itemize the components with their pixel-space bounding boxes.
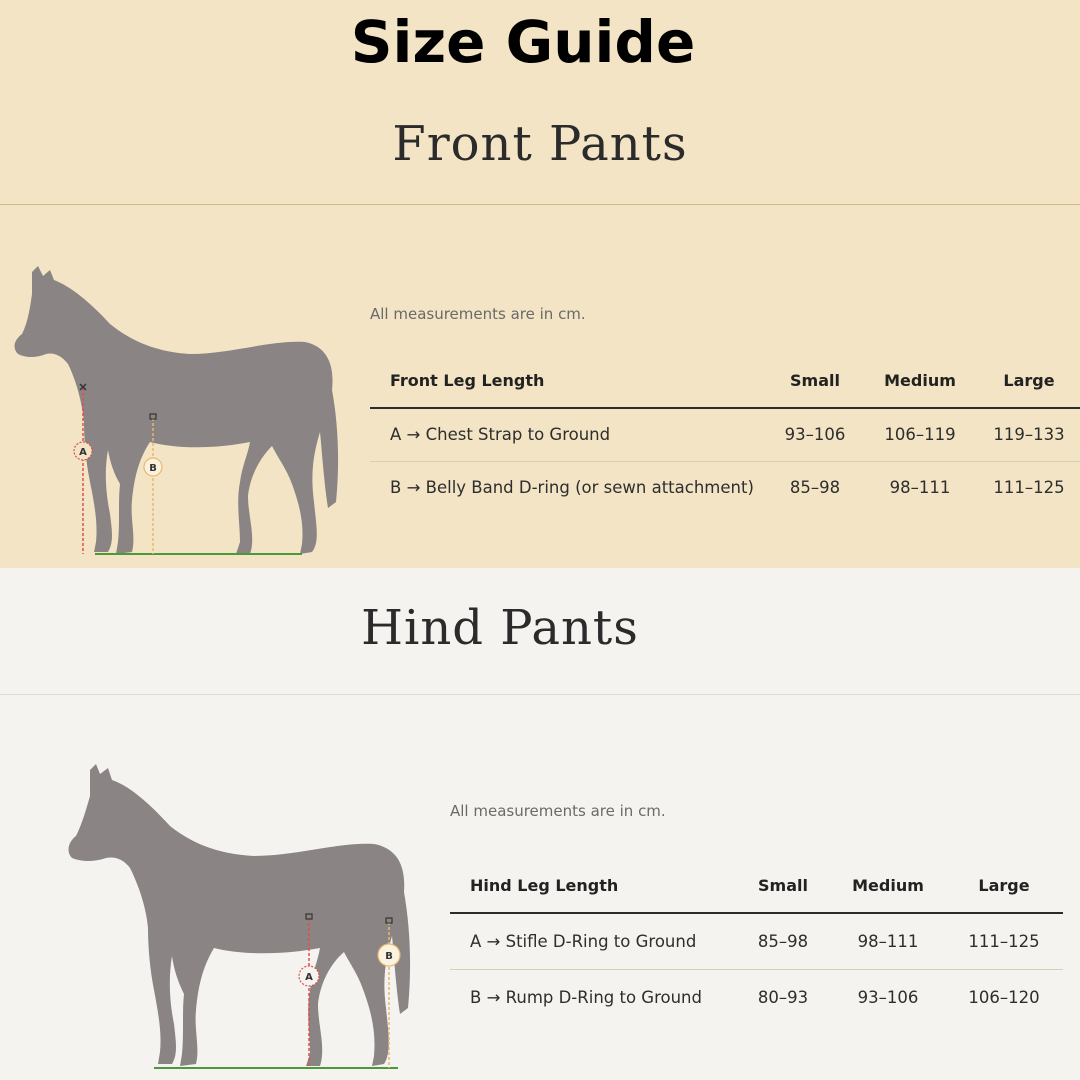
- size-medium-cell: 106–119: [884, 425, 956, 445]
- size-large-cell: 111–125: [968, 931, 1040, 951]
- hind-measurement-note: All measurements are in cm.: [450, 802, 666, 820]
- column-header: Medium: [884, 371, 956, 390]
- page-title: Size Guide: [350, 8, 696, 76]
- column-header: Large: [978, 875, 1030, 895]
- hind-size-table: [450, 858, 1063, 1025]
- horse-silhouette: [15, 266, 339, 554]
- column-header: Front Leg Length: [390, 371, 545, 390]
- table-row: [370, 461, 1080, 514]
- measure-a-label: A: [79, 447, 87, 458]
- row-label: B → Belly Band D-ring (or sewn attachment): [390, 478, 754, 498]
- front-measurement-note: All measurements are in cm.: [370, 305, 586, 323]
- size-medium-cell: 93–106: [857, 987, 919, 1007]
- front-size-table: [370, 354, 1080, 514]
- column-header: Large: [1003, 371, 1055, 390]
- table-header-row: [370, 354, 1080, 408]
- hind-divider: [0, 694, 1080, 695]
- size-medium-cell: 98–111: [857, 931, 919, 951]
- front-horse-diagram: [10, 262, 345, 562]
- row-label: B → Rump D-Ring to Ground: [470, 987, 702, 1007]
- hind-section: [0, 568, 1080, 1080]
- measure-b-label: B: [385, 951, 393, 962]
- size-small-cell: 80–93: [757, 987, 809, 1007]
- measure-b-label: B: [149, 463, 157, 474]
- size-large-cell: 119–133: [993, 425, 1065, 445]
- measure-a-label: A: [305, 972, 313, 983]
- front-divider: [0, 204, 1080, 205]
- table-row: [450, 913, 1063, 969]
- column-header: Hind Leg Length: [470, 875, 619, 895]
- table-header-row: [450, 858, 1063, 913]
- size-small-cell: 93–106: [784, 425, 846, 445]
- column-header: Small: [790, 371, 840, 390]
- hind-horse-diagram: [62, 762, 420, 1074]
- table-row: [370, 408, 1080, 461]
- hind-pants-heading: Hind Pants: [361, 600, 639, 656]
- row-label: A → Chest Strap to Ground: [390, 425, 611, 445]
- size-small-cell: 85–98: [789, 478, 841, 498]
- front-pants-heading: Front Pants: [392, 116, 688, 172]
- size-large-cell: 106–120: [968, 987, 1040, 1007]
- table-row: [450, 969, 1063, 1025]
- size-small-cell: 85–98: [757, 931, 809, 951]
- size-large-cell: 111–125: [993, 478, 1065, 498]
- column-header: Medium: [852, 875, 924, 895]
- row-label: A → Stifle D-Ring to Ground: [470, 931, 697, 951]
- column-header: Small: [758, 875, 808, 895]
- size-medium-cell: 98–111: [889, 478, 951, 498]
- horse-silhouette: [69, 764, 411, 1066]
